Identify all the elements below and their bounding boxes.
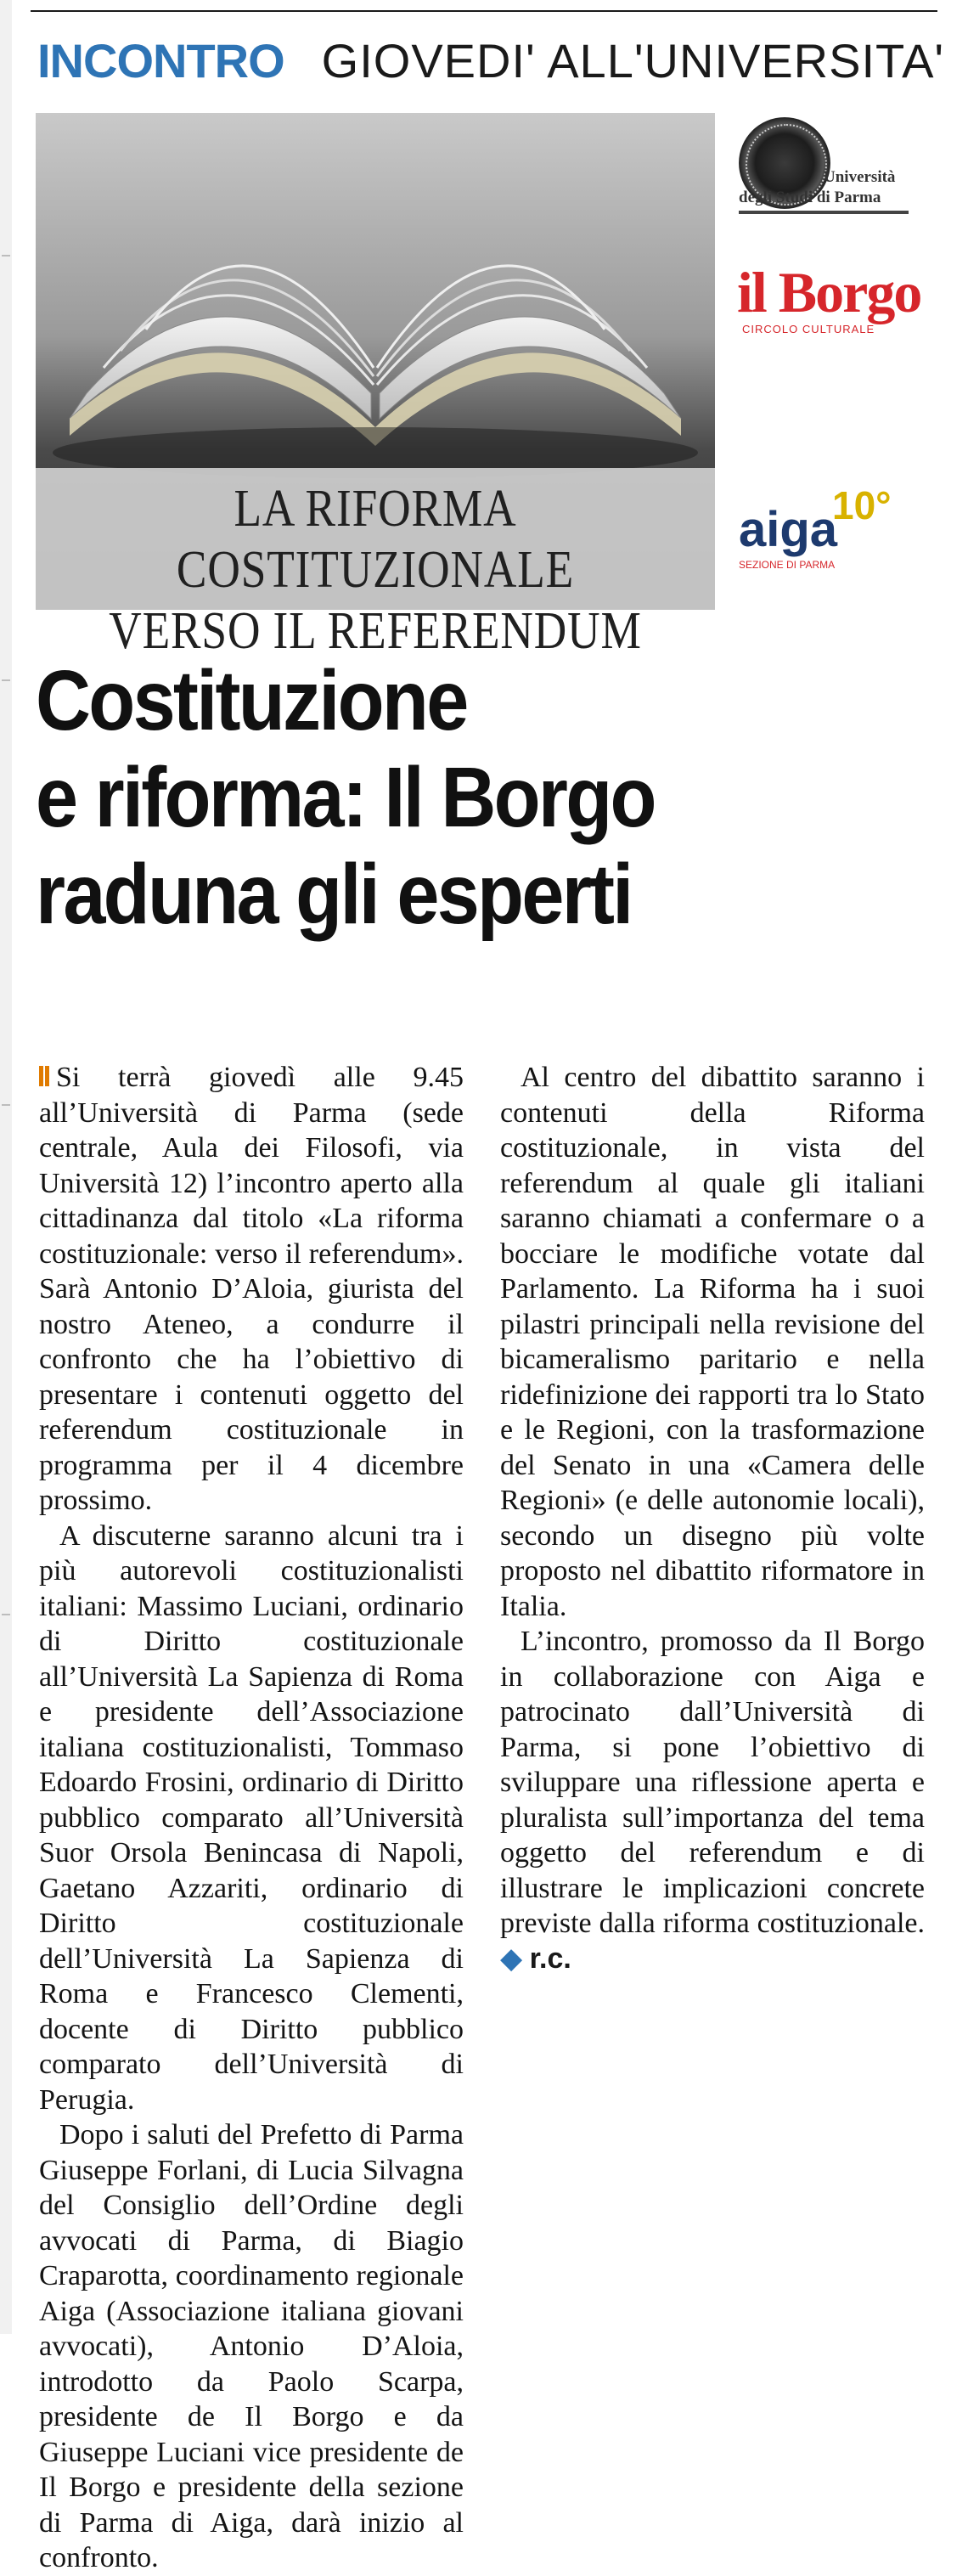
kicker-section: INCONTRO xyxy=(37,33,284,87)
university-logo-rule xyxy=(739,211,909,214)
article-photo xyxy=(36,113,715,660)
page-edge-strip xyxy=(0,0,12,2334)
headline xyxy=(36,652,944,943)
banner-line-2: VERSO IL REFERENDUM xyxy=(109,602,642,660)
diamond-icon: ◆ xyxy=(500,1942,523,1975)
article-paragraph-2: A discuterne saranno alcuni tra i più autorevoli costituzionalisti italiani: Massimo Luciani, ordinario di Diritto costituzionale all’Università La Sapienza di Roma e presidente dell’Associazione italiana costituzionalisti, Tommaso Edoardo Frosini, ordinario di Diritto pubblico comparato all’Università Suor Orsola Benincasa di Napoli, Gaetano Azzariti, ordinario di Diritto costituzionale dell’Università La Sapienza di Roma e Francesco Clementi, docente di Diritto pubblico comparato dell’Università di Perugia. xyxy=(39,1519,464,2116)
image-banner xyxy=(36,468,715,660)
article-column-right xyxy=(500,1060,925,1976)
article-column-left xyxy=(39,1060,464,2576)
edge-tick xyxy=(2,255,10,256)
kicker xyxy=(37,29,944,92)
article-paragraph-1 xyxy=(39,1060,464,1519)
edge-tick xyxy=(2,1614,10,1615)
aiga-logo-subtitle: SEZIONE DI PARMA xyxy=(739,559,836,571)
university-logo-line-2: degli Studi di Parma xyxy=(739,189,881,206)
headline-line-2: e riforma: Il Borgo xyxy=(36,750,655,845)
article-paragraph-5 xyxy=(500,1624,925,1976)
aiga-logo: aiga xyxy=(739,502,838,557)
article-paragraph-5-text: L’incontro, promosso da Il Borgo in collaborazione con Aiga e patrocinato dall’Università di Parma, si pone l’obiettivo di sviluppare una riflessione aperta e pluralista sull’importanza del tema oggetto del referendum e di illustrare le implicazioni concrete previste dalla riforma costituzionale. xyxy=(500,1626,925,1939)
headline-line-3: raduna gli esperti xyxy=(36,847,632,942)
article-paragraph-4: Al centro del dibattito saranno i contenuti della Riforma costituzionale, in vista del referendum al quale gli italiani saranno chiamati a confermare o a bocciare le modifiche votate dal Parlamento. La Riforma ha i suoi pilastri principali nella revisione del bicameralismo paritario e nella ridefinizione dei rapporti tra lo Stato e le Regioni, con la trasformazione del Senato in una «Camera delle Regioni» (e delle autonomie locali), secondo un disegno più volte proposto nel dibattito riformatore in Italia. xyxy=(500,1062,925,1622)
borgo-logo-subtitle: CIRCOLO CULTURALE xyxy=(742,323,875,335)
banner-line-1: LA RIFORMA COSTITUZIONALE xyxy=(176,480,575,599)
article-paragraph-1-text: Si terrà giovedì alle 9.45 all’Università di Parma (sede centrale, Aula dei Filosofi, via Università 12) l’incontro aperto alla cittadinanza dal titolo «La riforma costituzionale: verso il referendum». Sarà Antonio D’Aloia, giurista del nostro Ateneo, a condurre il confronto che ha l’obiettivo di presentare i contenuti oggetto del referendum costituzionale in programma per il 4 dicembre prossimo. xyxy=(39,1062,464,1516)
paragraph-marker-icon xyxy=(39,1066,49,1086)
headline-line-1: Costituzione xyxy=(36,653,467,748)
top-rule xyxy=(31,10,937,12)
aiga-anniversary-badge: 10° xyxy=(832,483,892,527)
sponsor-logos xyxy=(727,109,931,610)
article-paragraph-3: Dopo i saluti del Prefetto di Parma Giuseppe Forlani, di Lucia Silvagna del Consiglio dell’Ordine degli avvocati di Parma, di Biagio Craparotta, coordinamento regionale Aiga (Associazione italiana giovani avvocati), Antonio D’Aloia, introdotto da Paolo Scarpa, presidente de Il Borgo e da Giuseppe Luciani vice presidente de Il Borgo e presidente della sezione di Parma di Aiga, darà inizio al confronto. xyxy=(39,2119,464,2573)
author-signoff: r.c. xyxy=(529,1942,571,1975)
kicker-topic: GIOVEDI' ALL'UNIVERSITA' xyxy=(321,33,945,87)
edge-tick xyxy=(2,1104,10,1106)
edge-tick xyxy=(2,679,10,681)
university-logo-line-1: Università xyxy=(824,168,896,186)
borgo-logo: il Borgo xyxy=(737,260,921,324)
